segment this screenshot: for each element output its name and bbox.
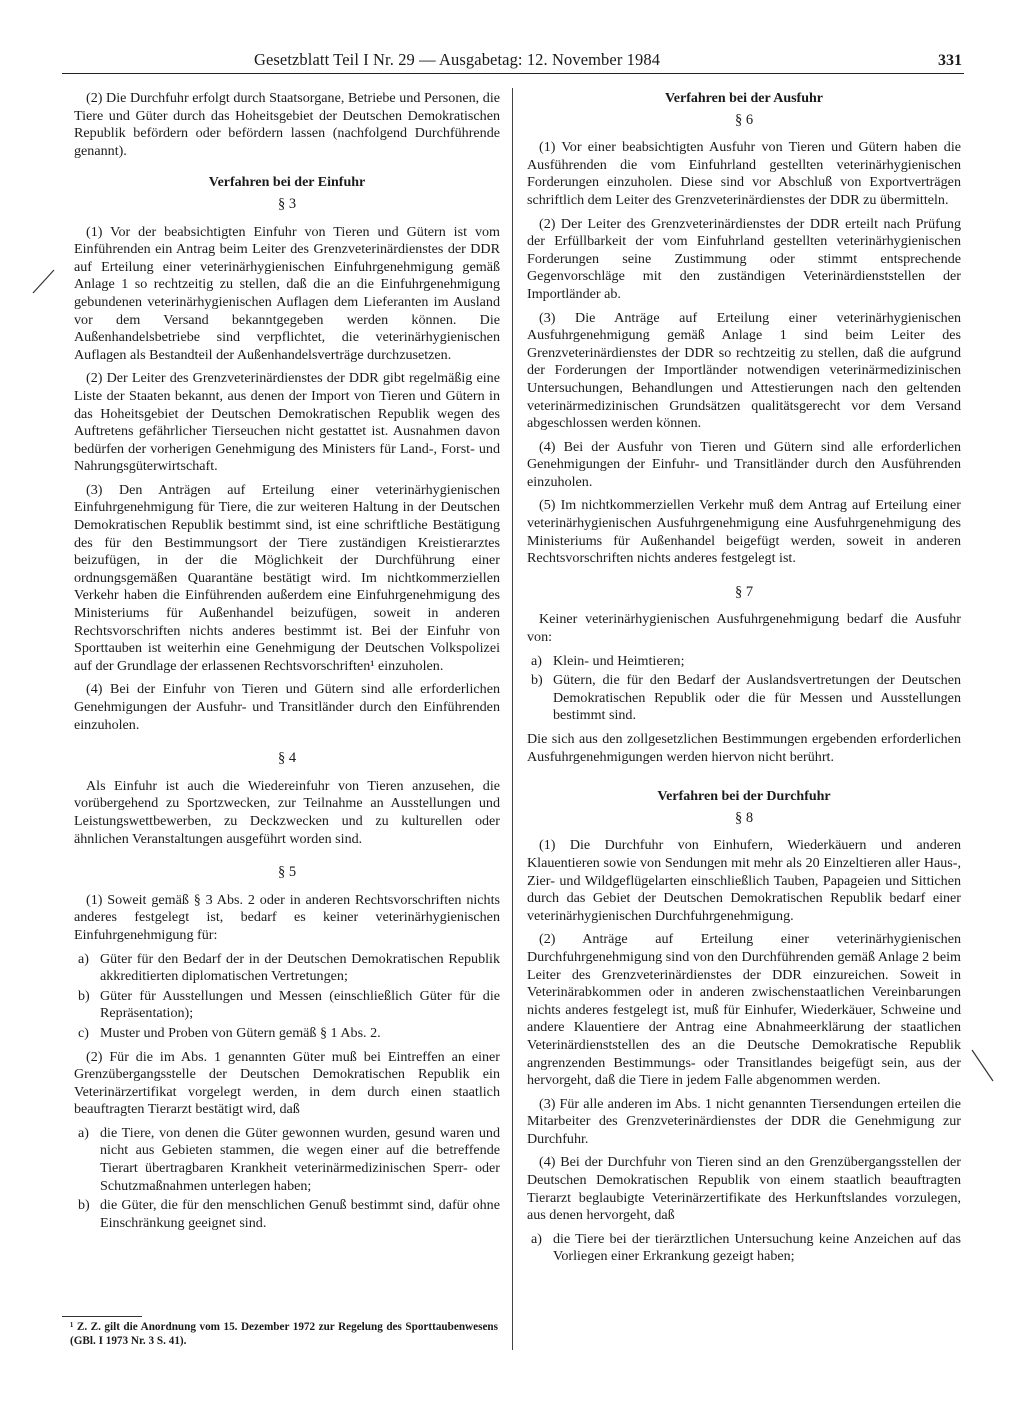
list-item: a) die Tiere bei der tierärztlichen Untersuchung keine Anzeichen auf das Vorliegen einer Erkrankung gezeigt haben; xyxy=(531,1230,961,1265)
list-item: b) die Güter, die für den menschlichen Genuß bestimmt sind, dafür ohne Einschränkung geeignet sind. xyxy=(78,1197,500,1231)
margin-pencil-mark-left xyxy=(30,268,56,296)
left-column xyxy=(74,90,500,1238)
s6-paragraph-1: (1) Vor einer beabsichtigten Ausfuhr von Tieren und Gütern haben die Ausführenden die vom Einfuhrland gestellten veterinärhygienischen Forderungen einzuholen. Diese sind vor Abschluß von Exportverträgen schriftlich dem Leiter des Grenzveterinärdienstes der DDR zu übermitteln. xyxy=(527,139,961,208)
s5-paragraph-1: (1) Soweit gemäß § 3 Abs. 2 oder in anderen Rechtsvorschriften nichts anderes festgelegt ist, bedarf es keiner veterinärhygienischen Einfuhrgenehmigung für: xyxy=(74,891,500,943)
s5-exemption-list xyxy=(74,951,500,1043)
s8-paragraph-2: (2) Anträge auf Erteilung einer veterinärhygienischen Durchfuhrgenehmigung sind von den Durchführenden gemäß Anlage 2 beim Leiter des Grenzveterinärdienstes der DDR einzureichen. Soweit in Veterinärabkommen oder in anderen zwischenstaatlichen Vereinbarungen nichts anderes festgelegt ist, muß für Einhufer, Wiederkäuer, Schweine und andere Klauentiere der Antrag eine Abnahmeerklärung der staatlichen Veterinärdienststellen des an die Deutsche Demokratische Republik angrenzenden Bestimmungs- oder Transitlandes beigefügt sein, aus der hervorgeht, daß die Tiere in jedem Falle abgenommen werden. xyxy=(527,931,961,1089)
paragraph-durchfuhr-intro: (2) Die Durchfuhr erfolgt durch Staatsorgane, Betriebe und Personen, die Tiere und Güter durch das Hoheitsgebiet der Deutschen Demokratischen Republik befördern oder befördern lassen (nachfolgend Durchführende genannt). xyxy=(74,90,500,159)
list-item: c) Muster und Proben von Gütern gemäß § 1 Abs. 2. xyxy=(78,1024,381,1041)
s7-paragraph-2: Die sich aus den zollgesetzlichen Bestimmungen ergebenden erforderlichen Ausfuhrgenehmigungen werden hiervon nicht berührt. xyxy=(527,731,961,765)
s3-paragraph-4: (4) Bei der Einfuhr von Tieren und Gütern sind alle erforderlichen Genehmigungen der Ausfuhr- und Transitländer durch den Einführenden einzuholen. xyxy=(74,681,500,733)
list-item: b) Güter für Ausstellungen und Messen (einschließlich Güter für die Repräsentation); xyxy=(78,987,500,1022)
list-item: a) Güter für den Bedarf der in der Deutschen Demokratischen Republik akkreditierten diplomatischen Vertretungen; xyxy=(78,950,500,985)
header-rule xyxy=(62,73,964,74)
section-4-title: § 4 xyxy=(277,750,297,767)
s3-paragraph-2: (2) Der Leiter des Grenzveterinärdienstes der DDR gibt regelmäßig eine Liste der Staaten bekannt, aus denen der Import von Tieren und Gütern in das Hoheitsgebiet der Deutschen Demokratischen Republik wegen des Auftretens gefährlicher Tierseuchen nicht gestattet ist. Ausnahmen davon bedürfen der vorherigen Genehmigung des Ministers für Land-, Forst- und Nahrungsgüterwirtschaft. xyxy=(74,370,500,475)
page-header xyxy=(62,50,962,74)
heading-ausfuhr: Verfahren bei der Ausfuhr xyxy=(664,91,824,106)
s8-certificate-list xyxy=(527,1231,961,1266)
margin-pencil-mark-right xyxy=(970,1048,996,1084)
s7-exemption-list xyxy=(527,653,961,725)
section-6-title: § 6 xyxy=(734,111,754,128)
page-number: 331 xyxy=(938,52,962,69)
s5-paragraph-2: (2) Für die im Abs. 1 genannten Güter muß bei Eintreffen an einer Grenzübergangsstelle der Deutschen Demokratischen Republik ein Veterinärzertifikat vorgelegt werden, in dem durch einen staatlich beauftragten Tierarzt bestätigt wird, daß xyxy=(74,1048,500,1118)
heading-einfuhr: Verfahren bei der Einfuhr xyxy=(208,175,366,191)
s6-paragraph-3: (3) Die Anträge auf Erteilung einer veterinärhygienischen Ausfuhrgenehmigung gemäß Anlage 1 sind beim Leiter des Grenzveterinärdienstes der DDR so rechtzeitig zu stellen, daß die aufgrund der Forderungen der Importländer notwendigen veterinärmedizinischen Untersuchungen, Behandlungen und Attestierungen nach den geltenden veterinärmedizinischen Grundsätzen qualitätsgerecht vor dem Versand abgeschlossen werden können. xyxy=(527,309,961,432)
s6-paragraph-2: (2) Der Leiter des Grenzveterinärdienstes der DDR erteilt nach Prüfung der Erfüllbarkeit der vom Einfuhrland gestellten veterinärhygienischen Forderungen seine Zustimmung oder stimmt entsprechende Gegenvorschläge mit den zuständigen Veterinärdienststellen der Importländer ab. xyxy=(527,215,961,302)
s5-certificate-list xyxy=(74,1125,500,1233)
s6-paragraph-4: (4) Bei der Ausfuhr von Tieren und Gütern sind alle erforderlichen Genehmigungen der Einfuhr- und Transitländer durch den Ausführenden einzuholen. xyxy=(527,438,961,490)
s3-paragraph-1: (1) Vor der beabsichtigten Einfuhr von Tieren und Gütern ist vom Einführenden ein Antrag beim Leiter des Grenzveterinärdienstes der DDR auf Erteilung einer veterinärhygienischen Einfuhrgenehmigung gemäß Anlage 1 so rechtzeitig zu stellen, daß die an die Einfuhrgenehmigung gebundenen veterinärhygienischen Auflagen dem Lieferanten im Ausland vor dem Versand bekanntgegeben werden können. Die Außenhandelsbetriebe sind verpflichtet, die veterinärhygienischen Auflagen als Bestandteil der Außenhandelsverträge durchzusetzen. xyxy=(74,223,500,363)
list-item: a) Klein- und Heimtieren; xyxy=(531,652,685,669)
s4-paragraph-1: Als Einfuhr ist auch die Wiedereinfuhr von Tieren anzusehen, die vorübergehend zu Sportzwecken, zur Teilnahme an Ausstellungen und Leistungswettbewerben, zu Deckzwecken und zu kulturellen oder ähnlichen Veranstaltungen ausgeführt worden sind. xyxy=(74,777,500,847)
s6-paragraph-5: (5) Im nichtkommerziellen Verkehr muß dem Antrag auf Erteilung einer veterinärhygienischen Ausfuhrgenehmigung eine Ausfuhrgenehmigung des Ministeriums für Außenhandel beigefügt werden, soweit in anderen Rechtsvorschriften nichts anderes festgelegt ist. xyxy=(527,497,961,567)
s8-paragraph-4: (4) Bei der Durchfuhr von Tieren sind an den Grenzübergangsstellen der Deutschen Demokratischen Republik von einem staatlich beauftragten Tierarzt beglaubigte Veterinärzertifikate des Herkunftslandes vorzulegen, aus denen hervorgeht, daß xyxy=(527,1154,961,1224)
s8-paragraph-1: (1) Die Durchfuhr von Einhufern, Wiederkäuern und anderen Klauentieren sowie von Sendungen mit mehr als 20 Einzeltieren aller Haus-, Zier- und Wildgeflügelarten einschließlich Tauben, Papageien und Sittichen durch das Gebiet der Deutschen Demokratischen Republik bedarf einer veterinärhygienischen Durchfuhrgenehmigung. xyxy=(527,837,961,924)
section-3-title: § 3 xyxy=(277,195,297,212)
section-7-title: § 7 xyxy=(734,583,754,600)
s7-paragraph-1: Keiner veterinärhygienischen Ausfuhrgenehmigung bedarf die Ausfuhr von: xyxy=(527,611,961,646)
footnote-rule xyxy=(62,1316,142,1317)
list-item: a) die Tiere, von denen die Güter gewonnen wurden, gesund waren und nicht aus Gebieten stammen, die wegen einer auf die betreffende Tierart übertragbaren Krankheit veterinärmedizinischen Sperr- oder Schutzmaßnahmen unterlegen haben; xyxy=(78,1124,500,1194)
footnote: ¹ Z. Z. gilt die Anordnung vom 15. Dezember 1972 zur Regelung des Sporttaubenwesens (GBl. I 1973 Nr. 3 S. 41). xyxy=(70,1321,498,1347)
section-8-title: § 8 xyxy=(734,809,754,826)
section-5-title: § 5 xyxy=(277,864,297,881)
s8-paragraph-3: (3) Für alle anderen im Abs. 1 nicht genannten Tiersendungen erteilen die Mitarbeiter des Grenzveterinärdienstes der DDR die Genehmigung zur Durchfuhr. xyxy=(527,1095,961,1147)
column-divider xyxy=(512,88,513,1350)
gazette-title: Gesetzblatt Teil I Nr. 29 — Ausgabetag: 12. November 1984 xyxy=(253,50,661,69)
s3-paragraph-3: (3) Den Anträgen auf Erteilung einer veterinärhygienischen Einfuhrgenehmigung für Tiere, die zur weiteren Haltung in der Deutschen Demokratischen Republik bestimmt sind, ist eine schriftliche Bestätigung des für den Bestimmungsort der Tiere zuständigen Kreistierarztes beizufügen, in der die Möglichkeit der Durchführung einer ordnungsgemäßen Quarantäne bestätigt wird. Im nichtkommerziellen Verkehr haben die Einführenden außerdem eine Einfuhrgenehmigung des Ministeriums für Außenhandel beizufügen, soweit in anderen Rechtsvorschriften nichts anderes bestimmt ist. Bei der Einfuhr von Sporttauben ist weiterhin eine Genehmigung der Deutschen Volkspolizei auf der Grundlage der erlassenen Rechtsvorschriften¹ einzuholen. xyxy=(74,481,500,674)
heading-durchfuhr: Verfahren bei der Durchfuhr xyxy=(657,789,831,805)
right-column xyxy=(527,90,961,1272)
list-item: b) Gütern, die für den Bedarf der Auslandsvertretungen der Deutschen Demokratischen Republik oder die für Messen und Ausstellungen bestimmt sind. xyxy=(531,672,961,724)
